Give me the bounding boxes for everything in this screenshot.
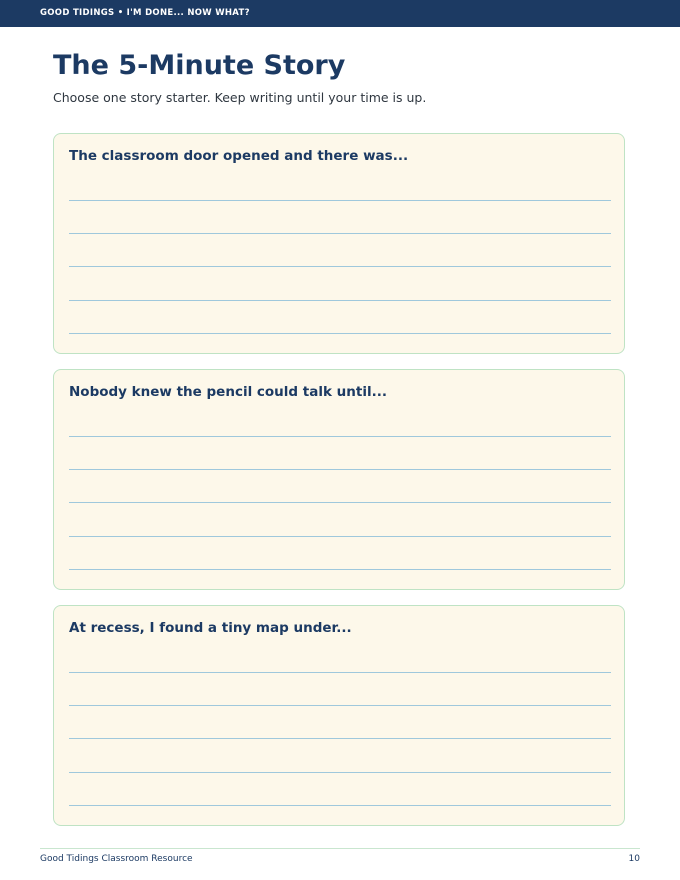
- footer-resource-label: Good Tidings Classroom Resource: [40, 854, 193, 864]
- footer-divider: [40, 848, 640, 849]
- page-number: 10: [628, 854, 640, 864]
- writing-line[interactable]: [69, 233, 611, 234]
- page-subtitle: Choose one story starter. Keep writing until your time is up.: [53, 90, 427, 105]
- writing-line[interactable]: [69, 469, 611, 470]
- writing-line[interactable]: [69, 333, 611, 334]
- writing-line[interactable]: [69, 300, 611, 301]
- writing-line[interactable]: [69, 569, 611, 570]
- story-card-2: [53, 369, 625, 590]
- writing-line[interactable]: [69, 805, 611, 806]
- story-prompt: Nobody knew the pencil could talk until...: [69, 384, 387, 400]
- writing-line[interactable]: [69, 436, 611, 437]
- writing-line[interactable]: [69, 772, 611, 773]
- page-title: The 5-Minute Story: [53, 50, 346, 81]
- story-prompt: The classroom door opened and there was...: [69, 148, 409, 164]
- story-card-3: [53, 605, 625, 826]
- writing-line[interactable]: [69, 738, 611, 739]
- story-prompt: At recess, I found a tiny map under...: [69, 620, 352, 636]
- story-card-1: [53, 133, 625, 354]
- writing-line[interactable]: [69, 266, 611, 267]
- writing-line[interactable]: [69, 536, 611, 537]
- writing-line[interactable]: [69, 502, 611, 503]
- writing-line[interactable]: [69, 705, 611, 706]
- header-bar: [0, 0, 680, 27]
- writing-line[interactable]: [69, 672, 611, 673]
- header-text: GOOD TIDINGS • I'M DONE... NOW WHAT?: [40, 8, 250, 18]
- writing-line[interactable]: [69, 200, 611, 201]
